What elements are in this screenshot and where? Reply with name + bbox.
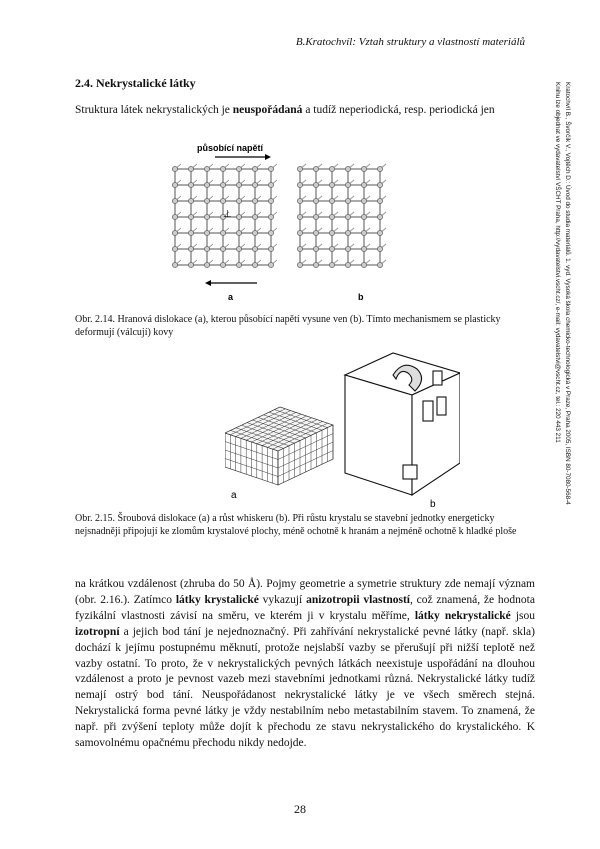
figure1-label-a: a <box>228 292 234 302</box>
figure-edge-dislocation <box>165 135 410 305</box>
running-header: B.Kratochvíl: Vztah struktury a vlastností materiálů <box>295 36 525 48</box>
whisker-block-b <box>345 353 460 495</box>
stress-arrowhead-bottom <box>205 280 211 286</box>
lattice-b <box>297 164 386 268</box>
dislocation-symbol: ⊥ <box>223 209 232 220</box>
side-note-line-1: Kratochvíl B., Švorčík V., Vojtěch D.: Úvod do studia materiálů. 1. vyd. Vysoká škola chemicko-technologická v Praze, Praha 2005, ISBN 80-7080-568-4 <box>564 82 571 505</box>
term-noncrystalline: látky nekrystalické <box>414 609 511 622</box>
figure2-label-b: b <box>430 499 436 510</box>
term-anisotropy: anizotropii vlastností <box>306 593 410 606</box>
intro-paragraph <box>75 104 535 116</box>
section-title: 2.4. Nekrystalické látky <box>75 76 196 90</box>
stress-label: působící napětí <box>197 143 264 153</box>
stress-arrowhead-top <box>265 154 271 160</box>
body-text-3: , což znamená, že hodnota fyzikální vlastnosti závisí na směru, ve kterém ji v krystalu měříme, <box>75 593 535 622</box>
intro-text-end: a tudíž neperiodická, resp. periodická jen <box>302 104 495 116</box>
term-crystalline: látky krystalické <box>175 593 259 606</box>
side-note-line-2: Knihu lze objednat ve vydavatelství VŠCHT Praha, http://vydavatelstvi.vscht.cz/, e-mail: vydavatelstvi@vscht.cz, tel.: 220 443 211 <box>554 82 561 443</box>
figure1-label-b: b <box>358 292 364 302</box>
figure1-caption: Obr. 2.14. Hranová dislokace (a), kterou působící napětí vysune ven (b). Tímto mechanismem se plasticky deformují (válcují) kovy <box>75 314 501 338</box>
term-isotropic: izotropní <box>75 625 120 638</box>
figure-screw-dislocation <box>225 345 460 510</box>
edge-dislocation-illustration <box>165 135 410 305</box>
body-text-5: a jejich bod tání je nejednoznačný. Při zahřívání nekrystalické pevné látky (např. skla) dochází k jejímu postupnému měknutí, protože nejslabší vazby se přerušují při nižší teplotě než vazby ostatní. To proto, že v nekrystalických pevných látkách neexistuje uspořádání na dlouhou vzdálenost a proto je pevnost vazeb mezi stavebními jednotkami různá. Nekrystalické látky tudíž nemají ostrý bod tání. Neuspořádanost nekrystalické látky je ve všech směrech stejná. Nekrystalická forma pevné látky je vždy nestabilním nebo metastabilním stavem. To znamená, že např. při zvýšení teploty může dojít k přechodu ze stavu nekrystalického do krystalického. K samovolnému opačnému přechodu nikdy nedojde. <box>75 625 535 750</box>
figure2-caption: Obr. 2.15. Šroubová dislokace (a) a růst whiskeru (b). Při růstu krystalu se stavební jednotky energeticky nejsnadněji připojují ke zlomům krystalové plochy, méně ochotně k hranám a nejméně ochotně k hladké ploše <box>75 513 517 537</box>
body-text-4: jsou <box>510 609 535 622</box>
intro-text: Struktura látek nekrystalických je <box>75 104 233 116</box>
side-note <box>548 82 572 542</box>
page-number: 28 <box>294 802 306 816</box>
body-paragraph <box>75 577 535 752</box>
body-text-2: vykazují <box>258 593 307 606</box>
figure2-label-a: a <box>231 490 237 501</box>
screw-dislocation-illustration <box>225 345 460 510</box>
intro-bold-term: neuspořádaná <box>232 104 303 116</box>
body-text-1: na krátkou vzdálenost (zhruba do 50 Å). Pojmy geometrie a symetrie struktury zde nemají význam (obr. 2.16.). Zatímco <box>75 578 535 606</box>
